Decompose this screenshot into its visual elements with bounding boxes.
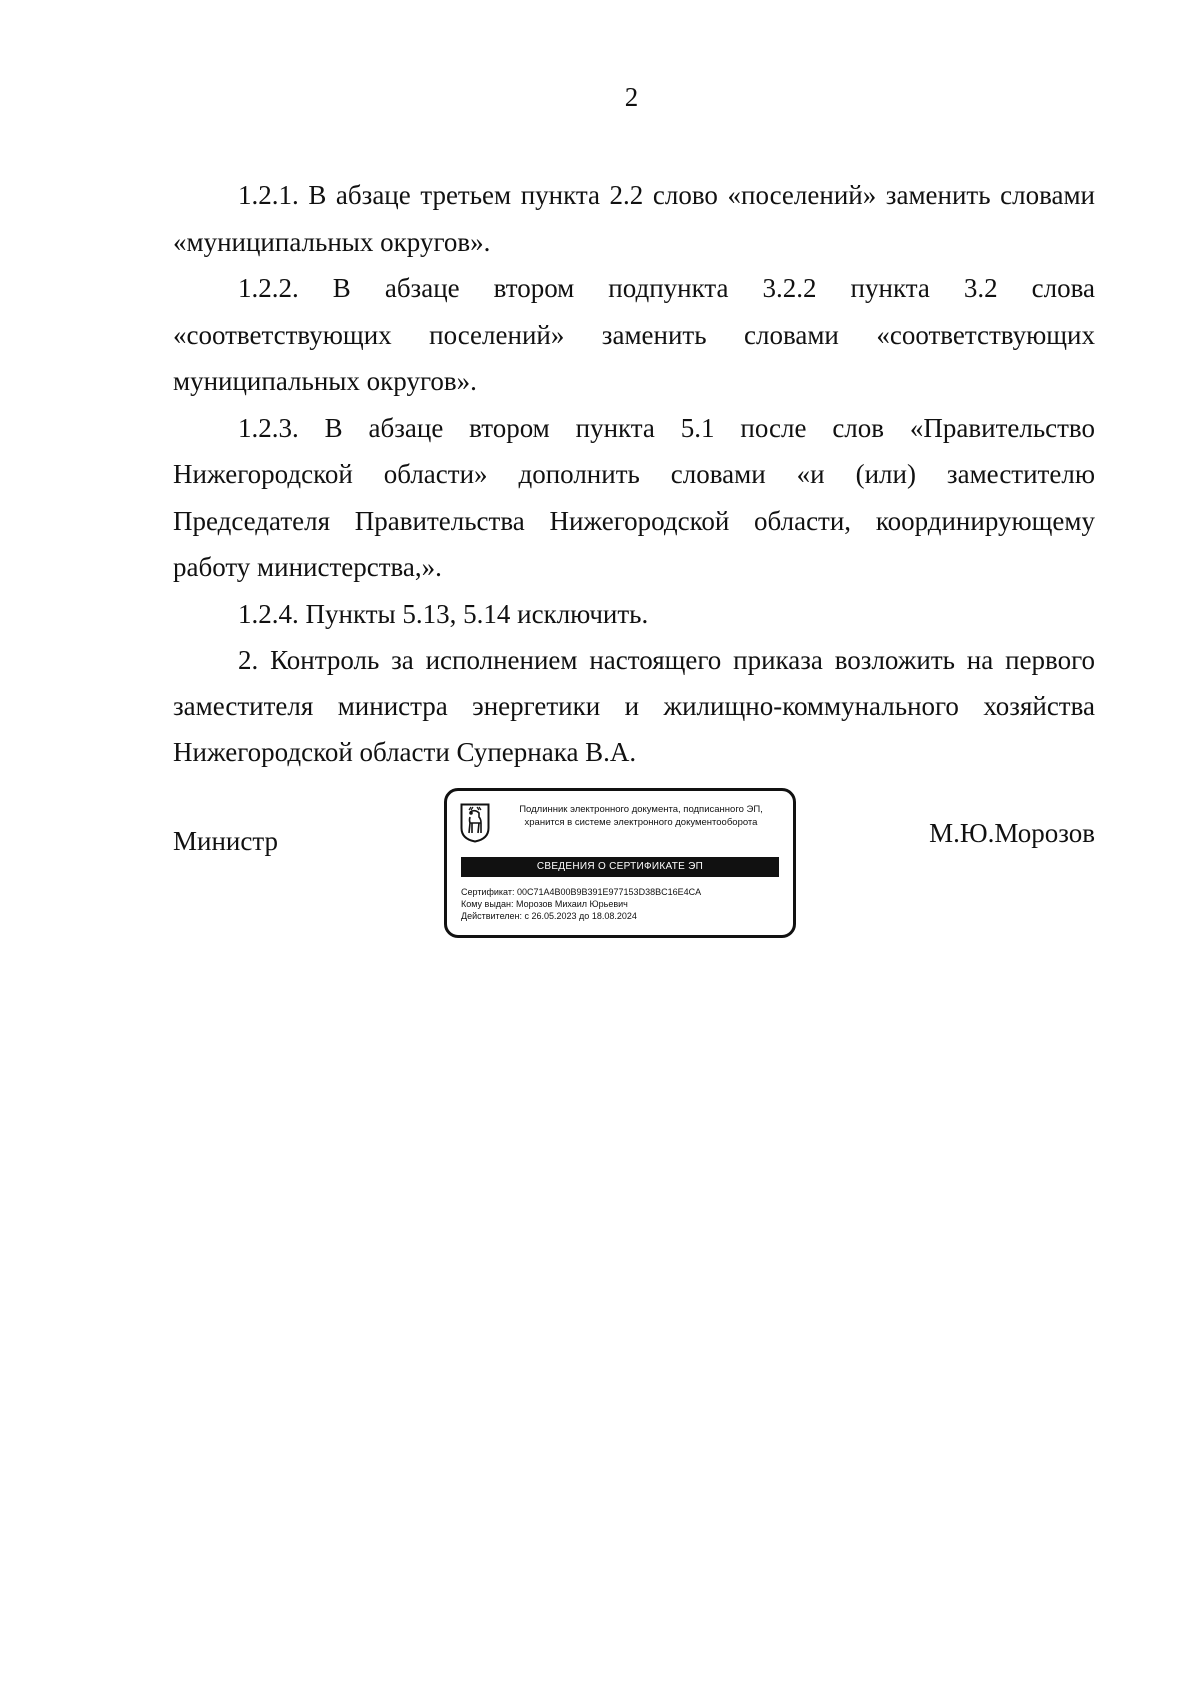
certificate-owner: Кому выдан: Морозов Михаил Юрьевич <box>461 899 628 909</box>
coat-of-arms-icon <box>460 803 490 843</box>
document-body <box>173 172 1095 775</box>
stamp-header-line-1: Подлинник электронного документа, подписанного ЭП, <box>519 804 763 815</box>
paragraph-1-2-4: 1.2.4. Пункты 5.13, 5.14 исключить. <box>238 598 649 629</box>
signer-name: М.Ю.Морозов <box>929 818 1095 848</box>
paragraph-1-2-1: 1.2.1. В абзаце третьем пункта 2.2 слово «поселений» заменить словами «муниципальных округов». <box>173 180 1095 257</box>
certificate-banner: СВЕДЕНИЯ О СЕРТИФИКАТЕ ЭП <box>461 857 779 877</box>
stamp-header-line-2: хранится в системе электронного документооборота <box>524 817 758 828</box>
certificate-number: Сертификат: 00C71A4B00B9B391E977153D38BC16E4CA <box>461 887 702 897</box>
electronic-signature-stamp <box>444 788 796 938</box>
signer-title: Министр <box>173 826 278 856</box>
paragraph-2-control: 2. Контроль за исполнением настоящего приказа возложить на первого заместителя министра энергетики и жилищно-коммунального хозяйства Нижегородской области Супернака В.А. <box>173 645 1095 767</box>
certificate-validity: Действителен: с 26.05.2023 до 18.08.2024 <box>461 911 637 921</box>
paragraph-1-2-2: 1.2.2. В абзаце втором подпункта 3.2.2 пункта 3.2 слова «соответствующих поселений» заменить словами «соответствующих муниципальных округов». <box>173 273 1095 396</box>
signature-block <box>173 788 1095 948</box>
page-number: 2 <box>624 82 639 112</box>
certificate-details <box>461 886 781 922</box>
stamp-header <box>495 803 787 829</box>
paragraph-1-2-3: 1.2.3. В абзаце втором пункта 5.1 после слов «Правительство Нижегородской области» дополнить словами «и (или) заместителю Председателя Правительства Нижегородской области, координирующему работу министерства,». <box>173 412 1095 582</box>
